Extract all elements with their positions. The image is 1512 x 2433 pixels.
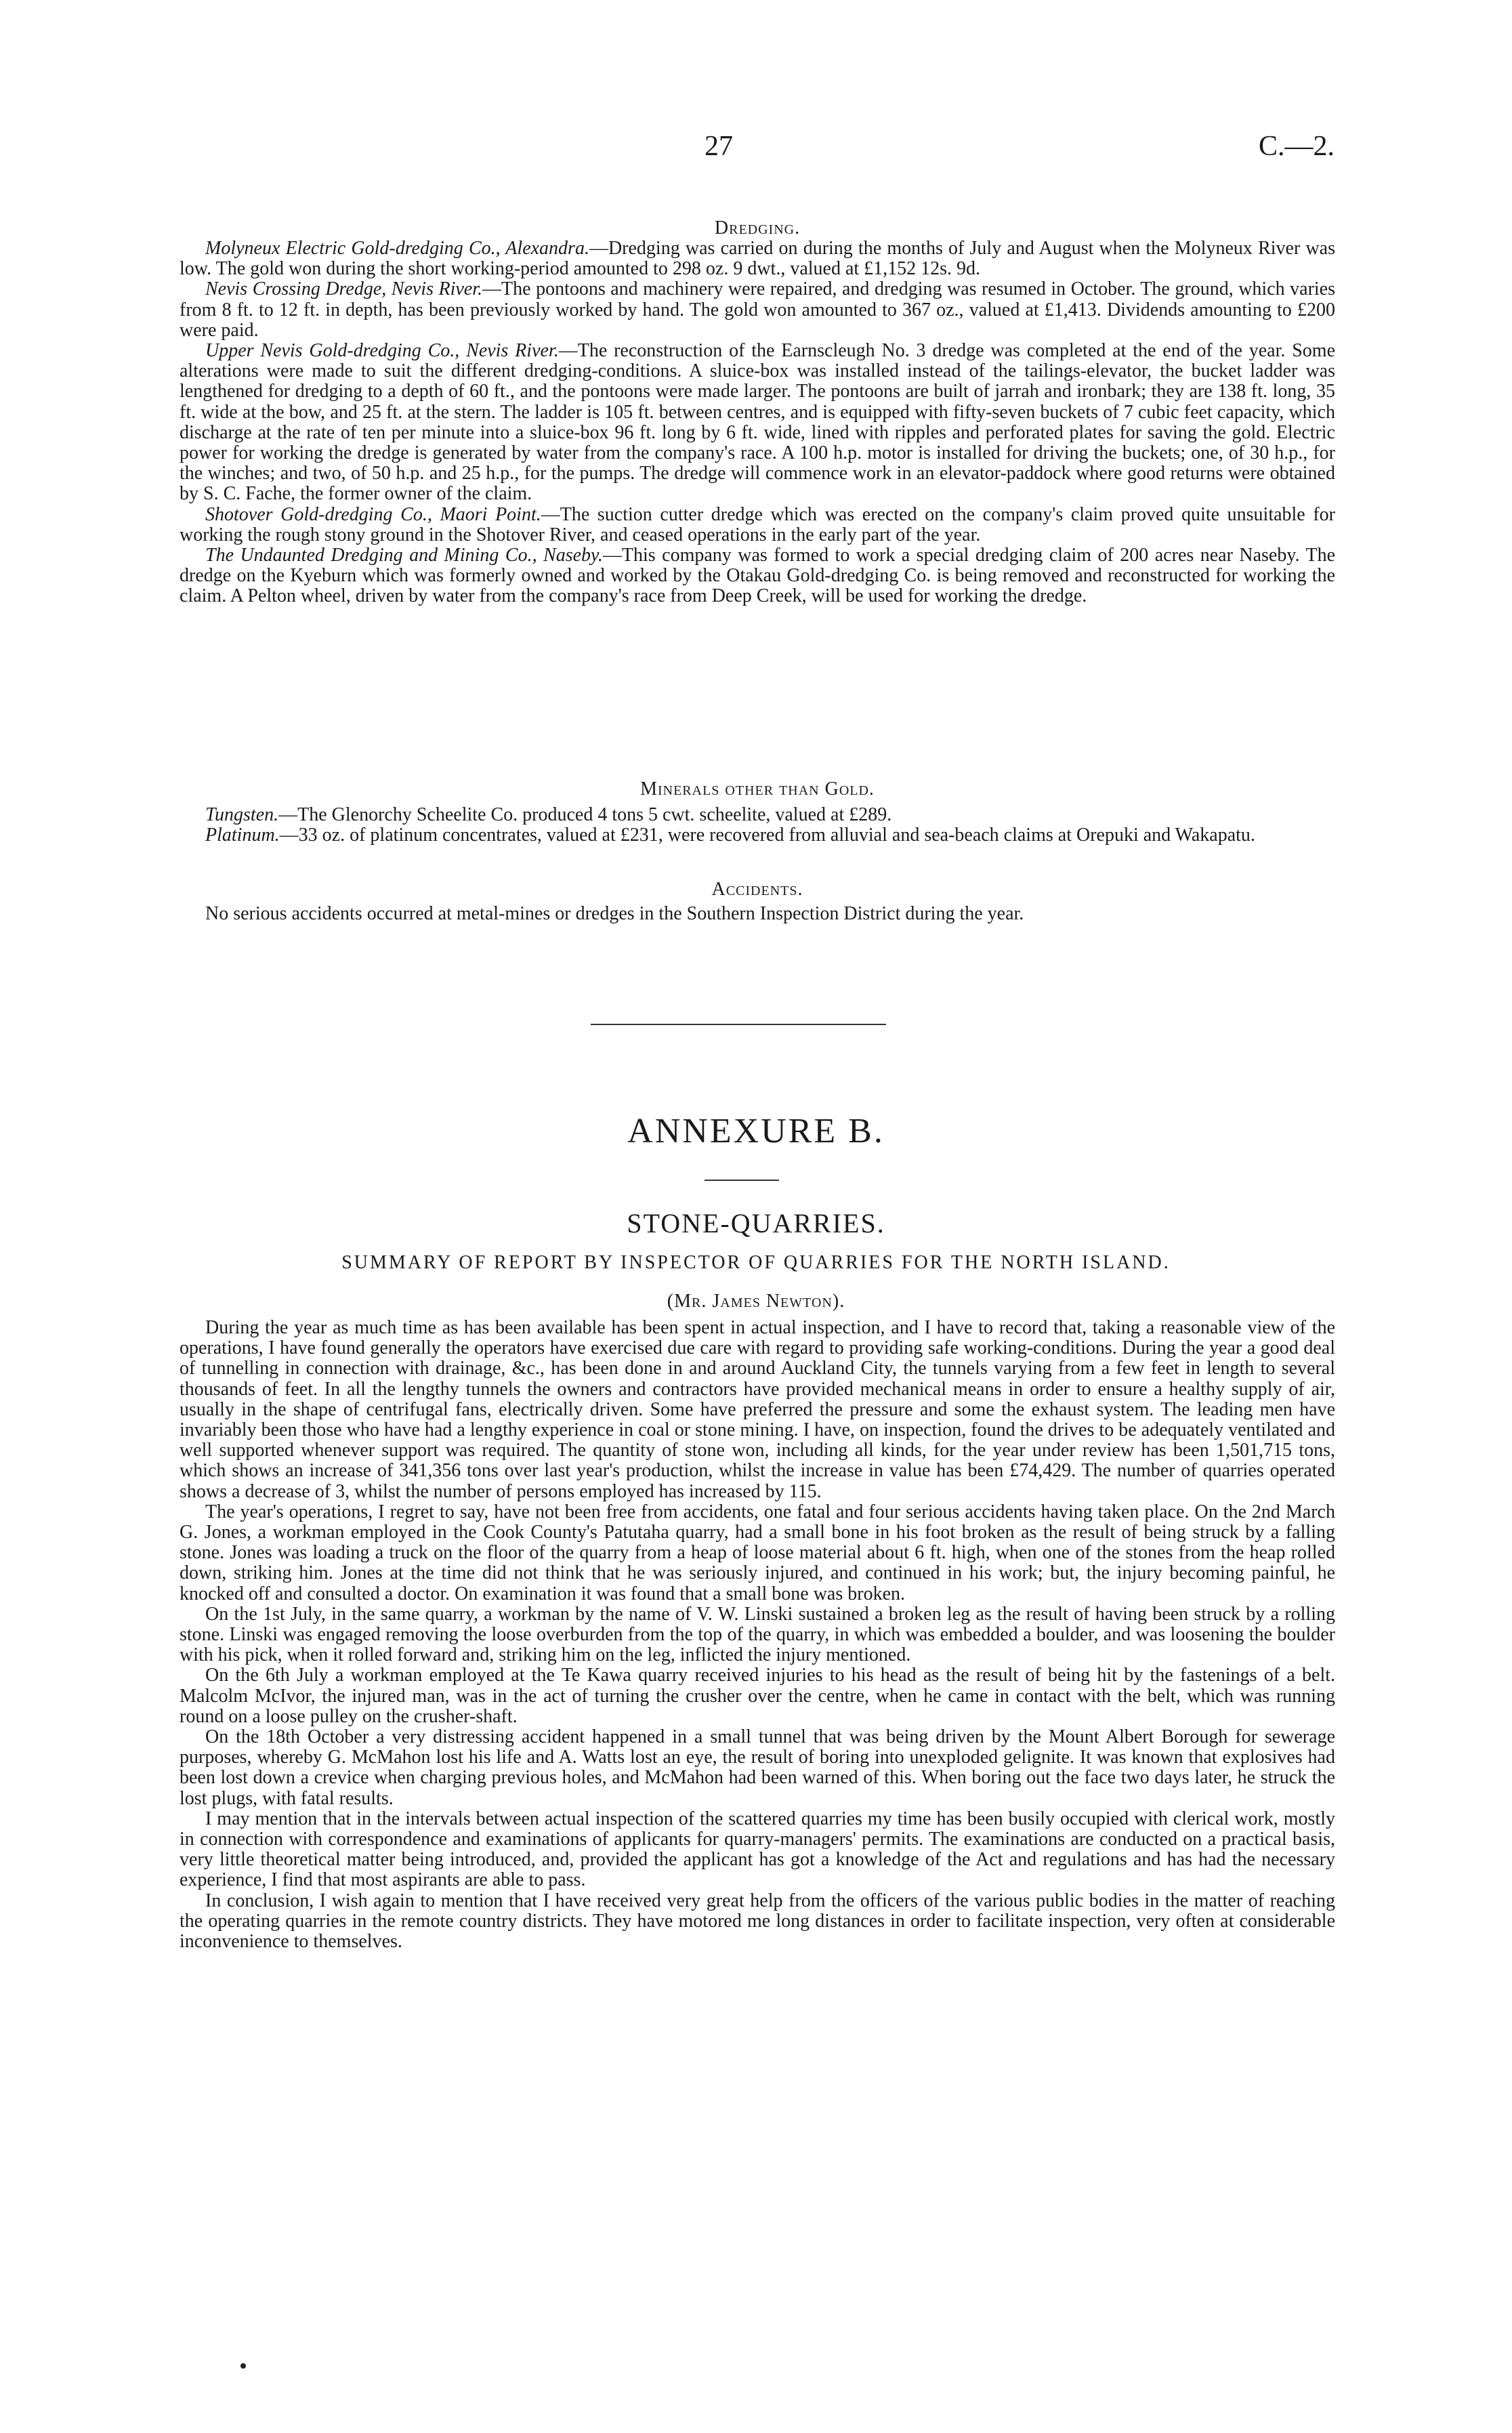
mineral-entry (180, 825, 1335, 846)
stray-ink-mark (240, 2363, 246, 2369)
section-divider (591, 1024, 886, 1025)
accidents-text: No serious accidents occurred at metal-mines or dredges in the Southern Inspection District during the year. (205, 903, 1024, 924)
entry-name: Nevis Crossing Dredge, Nevis River. (205, 278, 483, 300)
entry-text: —33 oz. of platinum concentrates, valued at £231, were recovered from alluvial and sea-beach claims at Orepuki and Wakapatu. (279, 825, 1255, 846)
dredging-section (180, 218, 1335, 607)
accidents-heading: Accidents. (711, 879, 803, 900)
dredging-entry (180, 505, 1335, 545)
entry-text: —The reconstruction of the Earnscleugh No. 3 dredge was completed at the end of the year. Some alterations were made to suit the different dredging-conditions. A sluice-box was installed instead of the tailings-elevator, the bucket ladder was lengthened for dredging to a depth of 60 ft., and the pontoons were made larger. The pontoons are built of jarrah and ironbark; they are 138 ft. long, 35 ft. wide at the bow, and 25 ft. at the stern. The ladder is 105 ft. between centres, and is equipped with fifty-seven buckets of 7 cubic feet capacity, which discharge at the rate of ten per minute into a sluice-box 96 ft. long by 6 ft. wide, lined with ripples and perforated plates for saving the gold. Electric power for working the dredge is generated by water from the company's race. A 100 h.p. motor is installed for driving the buckets; one, of 30 h.p., for the winches; and two, of 50 h.p. and 25 h.p., for the pumps. The dredge will commence work in an elevator-paddock where good returns were obtained by S. C. Fache, the former owner of the claim. (180, 340, 1335, 505)
report-paragraph: On the 6th July a workman employed at the Te Kawa quarry received injuries to his head as the result of being hit by the fastenings of a belt. Malcolm McIvor, the injured man, was in the act of turning the crusher over the centre, when he came in contact with the belt, which was running round on a loose pulley on the crusher-shaft. (180, 1665, 1335, 1727)
report-body (180, 1318, 1335, 1952)
entry-name: Tungsten. (205, 804, 279, 825)
accidents-section (180, 879, 1335, 924)
entry-name: Platinum. (205, 825, 280, 846)
entry-text: —The suction cutter dredge which was erected on the company's claim proved quite unsuitable for working the rough stony ground in the Shotover River, and ceased operations in the early part of the year. (180, 503, 1335, 545)
series-code: C.—2. (1258, 131, 1335, 162)
page-header (0, 130, 1512, 171)
entry-name: Upper Nevis Gold-dredging Co., Nevis River. (205, 340, 559, 362)
entry-text: —The Glenorchy Scheelite Co. produced 4 tons 5 cwt. scheelite, valued at £289. (278, 804, 892, 825)
report-paragraph: The year's operations, I regret to say, have not been free from accidents, one fatal and four serious accidents having taken place. On the 2nd March G. Jones, a workman employed in the Cook County's Patutaha quarry, had a small bone in his foot broken as the result of being struck by a falling stone. Jones was loading a truck on the floor of the quarry from a heap of loose material about 6 ft. high, when one of the stones from the heap rolled down, striking him. Jones at the time did not think that he was seriously injured, and continued in his work; but, the injury becoming painful, he knocked off and consulted a doctor. On examination it was found that a small bone was broken. (180, 1501, 1335, 1604)
annexure-title: ANNEXURE B. (627, 1112, 885, 1150)
entry-text: —The pontoons and machinery were repaired, and dredging was resumed in October. The ground, which varies from 8 ft. to 12 ft. in depth, has been previously worked by hand. The gold won amounted to 367 oz., valued at £1,413. Dividends amounting to £200 were paid. (180, 278, 1335, 341)
title-divider (705, 1180, 779, 1181)
entry-name: Shotover Gold-dredging Co., Maori Point. (205, 503, 541, 525)
report-paragraph: On the 18th October a very distressing accident happened in a small tunnel that was being driven by the Mount Albert Borough for sewerage purposes, whereby G. McMahon lost his life and A. Watts lost an eye, the result of boring into unexploded gelignite. It was known that explosives had been lost down a crevice when charging previous holes, and McMahon had been warned of this. When boring out the face two days later, he struck the lost plugs, with fatal results. (180, 1726, 1335, 1809)
entry-text: —Dredging was carried on during the months of July and August when the Molyneux River was low. The gold won during the short working-period amounted to 298 oz. 9 dwt., valued at £1,152 12s. 9d. (180, 238, 1336, 280)
report-paragraph: In conclusion, I wish again to mention that I have received very great help from the officers of the various public bodies in the matter of reaching the operating quarries in the remote country districts. They have motored me long distances in order to facilitate inspection, very often at considerable inconvenience to themselves. (180, 1890, 1335, 1953)
dredging-heading: Dredging. (714, 217, 801, 238)
entry-name: The Undaunted Dredging and Mining Co., Naseby. (205, 545, 603, 566)
report-paragraph: I may mention that in the intervals between actual inspection of the scattered quarries my time has been busily occupied with clerical work, mostly in connection with correspondence and examinations of applicants for quarry-managers' permits. The examinations are conducted on a practical basis, very little theoretical matter being introduced, and, provided the applicant has got a knowledge of the Act and regulations and has had the necessary experience, I find that most aspirants are able to pass. (180, 1808, 1335, 1891)
dredging-entry (180, 341, 1335, 505)
report-summary-heading: SUMMARY OF REPORT BY INSPECTOR OF QUARRIES FOR THE NORTH ISLAND. (341, 1252, 1171, 1273)
page-number: 27 (705, 131, 733, 162)
mineral-entry (180, 805, 1335, 825)
minerals-heading: Minerals other than Gold. (640, 778, 875, 799)
entry-text: —This company was formed to work a special dredging claim of 200 acres near Naseby. The dredge on the Kyeburn which was formerly owned and worked by the Otakau Gold-dredging Co. is being removed and reconstructed for working the claim. A Pelton wheel, driven by water from the company's race from Deep Creek, will be used for working the dredge. (180, 545, 1335, 607)
dredging-entry (180, 545, 1335, 607)
entry-name: Molyneux Electric Gold-dredging Co., Alexandra. (205, 238, 589, 259)
dredging-entry (180, 279, 1335, 341)
report-author: (Mr. James Newton). (667, 1291, 845, 1312)
minerals-section (180, 779, 1335, 846)
report-paragraph: During the year as much time as has been available has been spent in actual inspection, and I have to record that, taking a reasonable view of the operations, I have found generally the operators have exercised due care with regard to providing safe working-conditions. During the year a good deal of tunnelling in connection with drainage, &c., has been done in and around Auckland City, the tunnels varying from a few feet in length to several thousands of feet. In all the lengthy tunnels the owners and contractors have provided mechanical means in order to ensure a healthy supply of air, usually in the shape of centrifugal fans, electrically driven. Some have preferred the pressure and some the exhaust system. The leading men have invariably been those who have had a lengthy experience in coal or stone mining. I have, on inspection, found the drives to be adequately ventilated and well supported whenever support was required. The quantity of stone won, including all kinds, for the year under review has been 1,501,715 tons, which shows an increase of 341,356 tons over last year's production, whilst the increase in value has been £74,429. The number of quarries operated shows a decrease of 3, whilst the number of persons employed has increased by 115. (180, 1317, 1335, 1502)
annexure-subtitle: STONE-QUARRIES. (627, 1208, 885, 1239)
dredging-entry (180, 238, 1335, 279)
report-paragraph: On the 1st July, in the same quarry, a workman by the name of V. W. Linski sustained a broken leg as the result of having been struck by a rolling stone. Linski was engaged removing the loose overburden from the top of the quarry, in which was embedded a boulder, and was loosening the boulder with his pick, when it rolled forward and, striking him on the leg, inflicted the injury mentioned. (180, 1603, 1335, 1666)
